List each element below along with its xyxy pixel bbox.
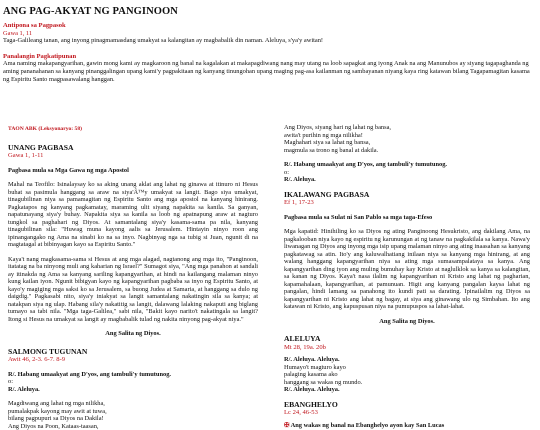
- prayer-text: Ama naming makapangyarihan, gawin mong kami ay magkaroon ng banal na kagalakan at makapagdiwang nang may utang na loob sapagkat ang iyong Anak na ang Manunubos ay siyang tagapaghanda ng aming pananahanan sa kanyang pinanggalingan upang kami'y pagpakitaan ng kanyang tinungohan upang maging pag-asa kailanman ng sambayanan niyang kaya ring katawan bilang Tagapamagitan kasama ng Espiritu Santo magpasawalang hanggan.: [3, 60, 530, 83]
- reading1-heading: UNANG PAGBASA: [8, 142, 74, 152]
- verse-line: awita't purihin ng mga nilikha!: [284, 131, 363, 139]
- reading2-text: Mga kapatid: Hinihiling ko sa Diyos ng ating Panginoong Hesukristo, ang dakilang Ama, na pagkalooban niya kayo ng espiritu ng karunungan at ng tanaw na pagkakilala sa kanya. Nawa'y liwanagan ng Diyos ang inyong mga isip upang malaman ninyo ang ating inaasahan sa kanyang pagkatawag sa atin. Ito'y ang kaluwalhatiang inilaan niya sa kanyang mga hinirang, at ang walang hanggang kapangyarihan niya sa ating mga sumasampalataya sa kanya. Ang kapangyarihan ding iyon ang muling bumuhay kay Kristo at naglulklok sa kanya sa kalangitan, sa kanan ng Diyos. Kaya't nasa ilalim ng kapangyarihan ni Kristo ang lahat ng pagharian, kapamahalaan, kapangyarihan, at pamunuan. Higit ang kanyang pangalan kaysa lahat ng pangalan, hindi lamang sa panahong ito kundi pati sa darating. Ipinailalim ng Diyos sa kapangyarihan ni Kristo ang lahat ng bagay, at siya ang ginawang ulo ng Simbahan. Ito ang katawan ni Kristo, ang kapuspusan niya na pumupuspos sa lahat-lahat.: [284, 228, 530, 311]
- psalm-ref: Awit 46, 2-3. 6-7. 8-9: [8, 356, 66, 364]
- page-title: ANG PAG-AKYAT NG PANGINOON: [3, 6, 178, 17]
- verse-line: Ang Diyos, siyang hari ng lahat ng bansa,: [284, 124, 392, 131]
- verse-line: magmula sa trono ng banal at dakila.: [284, 146, 379, 154]
- gospel-intro-line: [284, 422, 530, 430]
- psalm-heading: SALMONG TUGUNAN: [8, 346, 88, 356]
- reading1-intro: Pagbasa mula sa Mga Gawa ng mga Apostol: [8, 166, 129, 174]
- gospel-heading: EBANGHELYO: [284, 399, 338, 409]
- reading2-heading: IKALAWANG PAGBASA: [284, 189, 370, 199]
- prayer-heading: Panalangin Pagkatipunan: [3, 52, 77, 60]
- alleluia-end: R/. Aleluya. Aleluya.: [284, 386, 340, 394]
- psalm-alt-response: R/. Aleluya.: [8, 385, 40, 393]
- psalm-or: o:: [8, 378, 13, 386]
- right-column: [284, 124, 530, 429]
- psalm-verse-continued: [284, 124, 530, 154]
- verse-line: palaging kasama ako: [284, 371, 338, 379]
- alleluia-heading: ALELUYA: [284, 334, 321, 344]
- verse-line: Humayo't magturo kayo: [284, 363, 346, 371]
- verse-line: bilang pagpupuri sa Diyos na Dakila!: [8, 415, 104, 423]
- antiphon-heading: Antipona sa Pagpasok: [3, 22, 66, 29]
- psalm-response-2: R/. Habang umaakyat ang D'yos, ang tambuli'y tumutunog.: [284, 161, 447, 168]
- reading2-ref: Ef 1, 17-23: [284, 199, 314, 207]
- alleluia-response: R/. Aleluya. Aleluya.: [284, 356, 340, 364]
- reading2-intro: Pagbasa mula sa Sulat ni San Pablo sa mga taga-Efeso: [284, 213, 433, 221]
- psalm-or-2: o:: [284, 168, 289, 176]
- verse-line: Magdiwang ang lahat ng mga nilikha,: [8, 400, 105, 408]
- antiphon-ref: Gawa 1, 11: [3, 29, 33, 37]
- gospel-intro: Ang wakas ng banal na Ebanghelyo ayon kay San Lucas: [290, 421, 445, 429]
- cross-icon: ✠: [284, 421, 290, 429]
- reading1-paragraph-2: Kaya't nang magkasama-sama si Hesus at ang mga alagad, nagtanong ang mga ito, "Panginoon, itatatag na ba ninyong muli ang kaharian ng Israel?" Sumagot siya, "Ang mga panahon at sandali ay itinakda ng Ama sa kanyang sariling kapangyarihan, at hindi na kailangang malaman ninyo kung kailan iyon. Ngunit bibigyan kayo ng kapangyarihan pagbaba sa inyo ng Espiritu Santo, at kayo'y magiging mga saksi ko sa Jerusalem, sa buong Judea at Samaria, at hanggang sa dulo ng daigdig." Pagkasabi nito, siya'y iniakyat sa langit samantalang nakatingin sila sa kanya; at natakpan siya ng ulap. Habang sila'y nakatitig sa langit, dalawang lalaking nakaputi ang biglang tumayo sa tabi nila. "Mga taga-Galilea," sabi nila, "Bakit kayo narito't nakatingala sa langit? Itong si Hesus na umakyat sa langit ay magbabalik tulad ng nakita ninyong pag-akyat niya.": [8, 255, 258, 323]
- left-column: [8, 124, 258, 430]
- alleluia-ref: Mt 28, 19a. 20b: [284, 343, 326, 351]
- verse-line: hanggang sa wakas ng mundo.: [284, 378, 363, 386]
- antiphon-text: Taga-Galileang tanan, ang inyong pinagmamasdang umakyat sa kalangitan ay magbabalik din naman. Aleluya, s'ya'y awitan!: [3, 37, 324, 45]
- verse-line: Maghahari siya sa lahat ng bansa,: [284, 139, 371, 146]
- reading1-ref: Gawa 1, 1-11: [8, 152, 44, 160]
- two-column-readings: [8, 124, 530, 430]
- reading1-paragraph-1: Mahal na Teofilo: Isinalaysay ko sa aking unang aklat ang lahat ng ginawa at itinuro ni Hesus buhat sa pasimula hanggang sa araw na siya'Â™y umakyat sa langit. Bago siya umakyat, tinagubilinan niya sa pamamagitan ng Espiritu Santo ang mga apostol na kanyang hinirang. Pagkatapos ng kanyang pagkamatay, maraming ulit siyang napakita sa kanila. Sa ganyan, napatunayang siya'y buhay. Napakita siya sa kanila sa loob ng apatnapung araw at nagturo tungkol sa paghahari ng Diyos. At samantalang siya'y kasama-sama pa nila, kanyang tinagubilinan sila: "Huwag muna kayong aalis sa Jerusalem. Hintayin ninyo roon ang ipinangangako ng Ama na sinabi ko na sa inyo. Nagbinyag nga sa tubig si Juan, ngunit di na magtatagal at bibinyagan kayo sa Espiritu Santo.": [8, 181, 258, 249]
- verse-line: pumalakpak kayong may awit at tuwa,: [8, 407, 107, 415]
- verse-line: Ang Diyos na Poon, Kataas-taasan,: [8, 422, 99, 430]
- gospel-ref: Lc 24, 46-53: [284, 409, 318, 417]
- alleluia-verse: [284, 364, 530, 387]
- year-tag: TAON ABK (Leksyonaryo: 58): [8, 126, 83, 132]
- reading1-end: Ang Salita ng Diyos.: [105, 330, 161, 338]
- psalm-alt-response-2: R/. Aleluya.: [284, 176, 316, 183]
- reading2-end: Ang Salita ng Diyos.: [379, 317, 435, 325]
- psalm-response: R/. Habang umaakyat ang D'yos, ang tambuli'y tumutunog.: [8, 370, 171, 378]
